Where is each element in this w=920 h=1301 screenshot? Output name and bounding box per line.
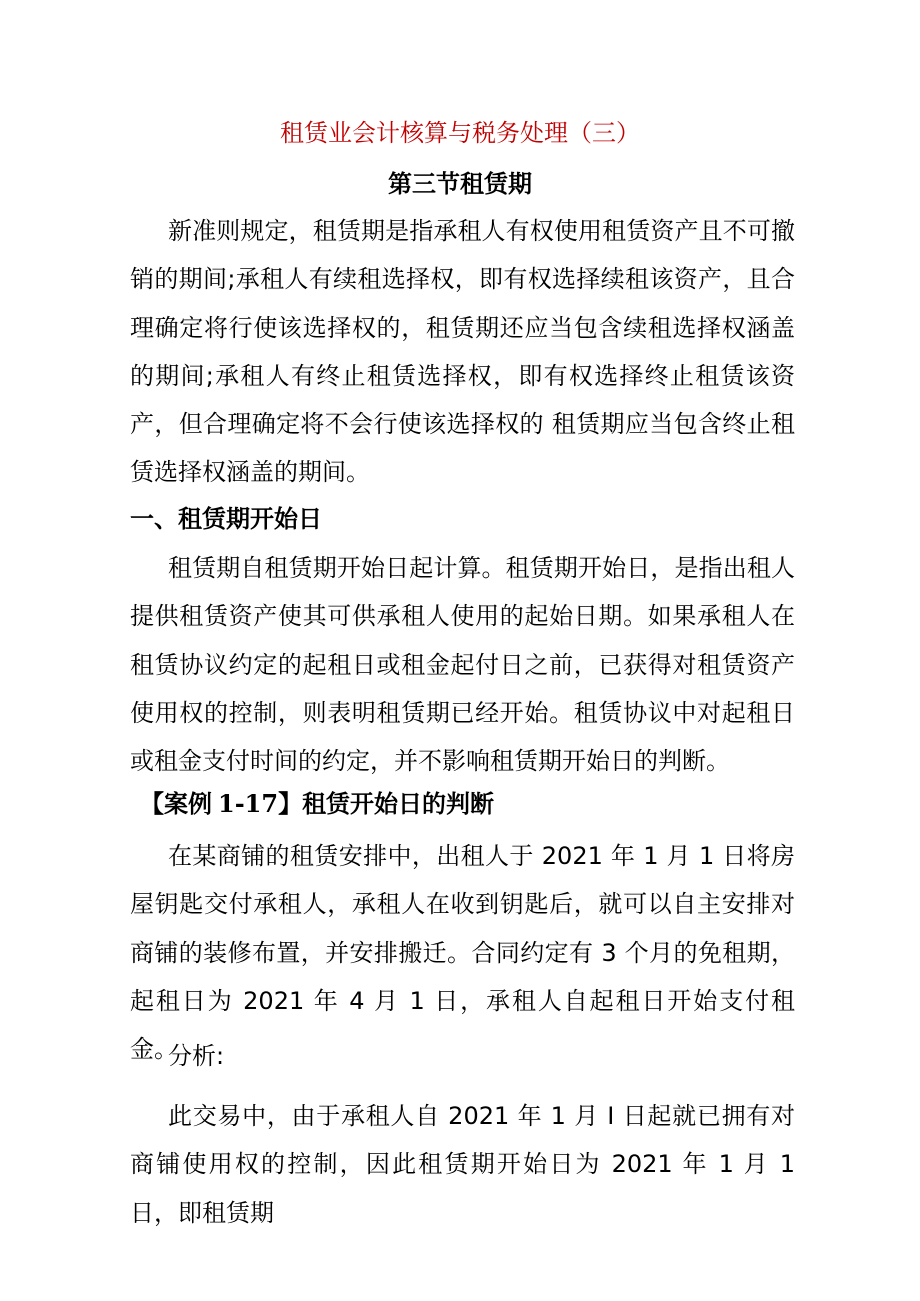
heading-lease-start-date: 一、租赁期开始日	[130, 505, 322, 533]
intro-paragraph: 新准则规定，租赁期是指承租人有权使用租赁资产且不可撤销的期间;承租人有续租选择权，即有权选择续租该资产，且合理确定将行使该选择权的，租赁期还应当包含续租选择权涵盖的期间;承租人有终止租赁选择权，即有权选择终止租赁该资产，但合理确定将不会行使该选择权的 租赁期应当包含终止租赁选择权涵盖的期间。	[130, 217, 795, 487]
document-title: 租赁业会计核算与税务处理（三）	[280, 119, 640, 147]
lease-start-paragraph: 租赁期自租赁期开始日起计算。租赁期开始日，是指出租人提供租赁资产使其可供承租人使用的起始日期。如果承租人在租赁协议约定的起租日或租金起付日之前，已获得对租赁资产使用权的控制，则表明租赁期已经开始。租赁协议中对起租日或租金支付时间的约定，并不影响租赁期开始日的判断。	[130, 554, 795, 776]
case-open-bracket: 【	[140, 790, 164, 818]
case-label: 案例	[164, 790, 212, 818]
case-title: 租赁开始日的判断	[302, 790, 495, 818]
case-number: 1-17	[218, 789, 279, 818]
case-paragraph: 在某商铺的租赁安排中，出租人于 2021 年 1 月 1 日将房屋钥匙交付承租人，承租人在收到钥匙后，就可以自主安排对商铺的装修布置，并安排搬迁。合同约定有 3 个月的免租期，起租日为 2021 年 4 月 1 日，承租人自起租日开始支付租金。	[130, 842, 795, 1064]
case-heading	[140, 784, 800, 824]
analysis-paragraph: 此交易中，由于承租人自 2021 年 1 月 I 日起就已拥有对商铺使用权的控制，因此租赁期开始日为 2021 年 1 月 1 日，即租赁期	[130, 1102, 795, 1227]
section-title: 第三节租赁期	[388, 170, 532, 198]
case-close-bracket: 】	[278, 790, 303, 818]
analysis-label: 分析:	[168, 1042, 225, 1070]
